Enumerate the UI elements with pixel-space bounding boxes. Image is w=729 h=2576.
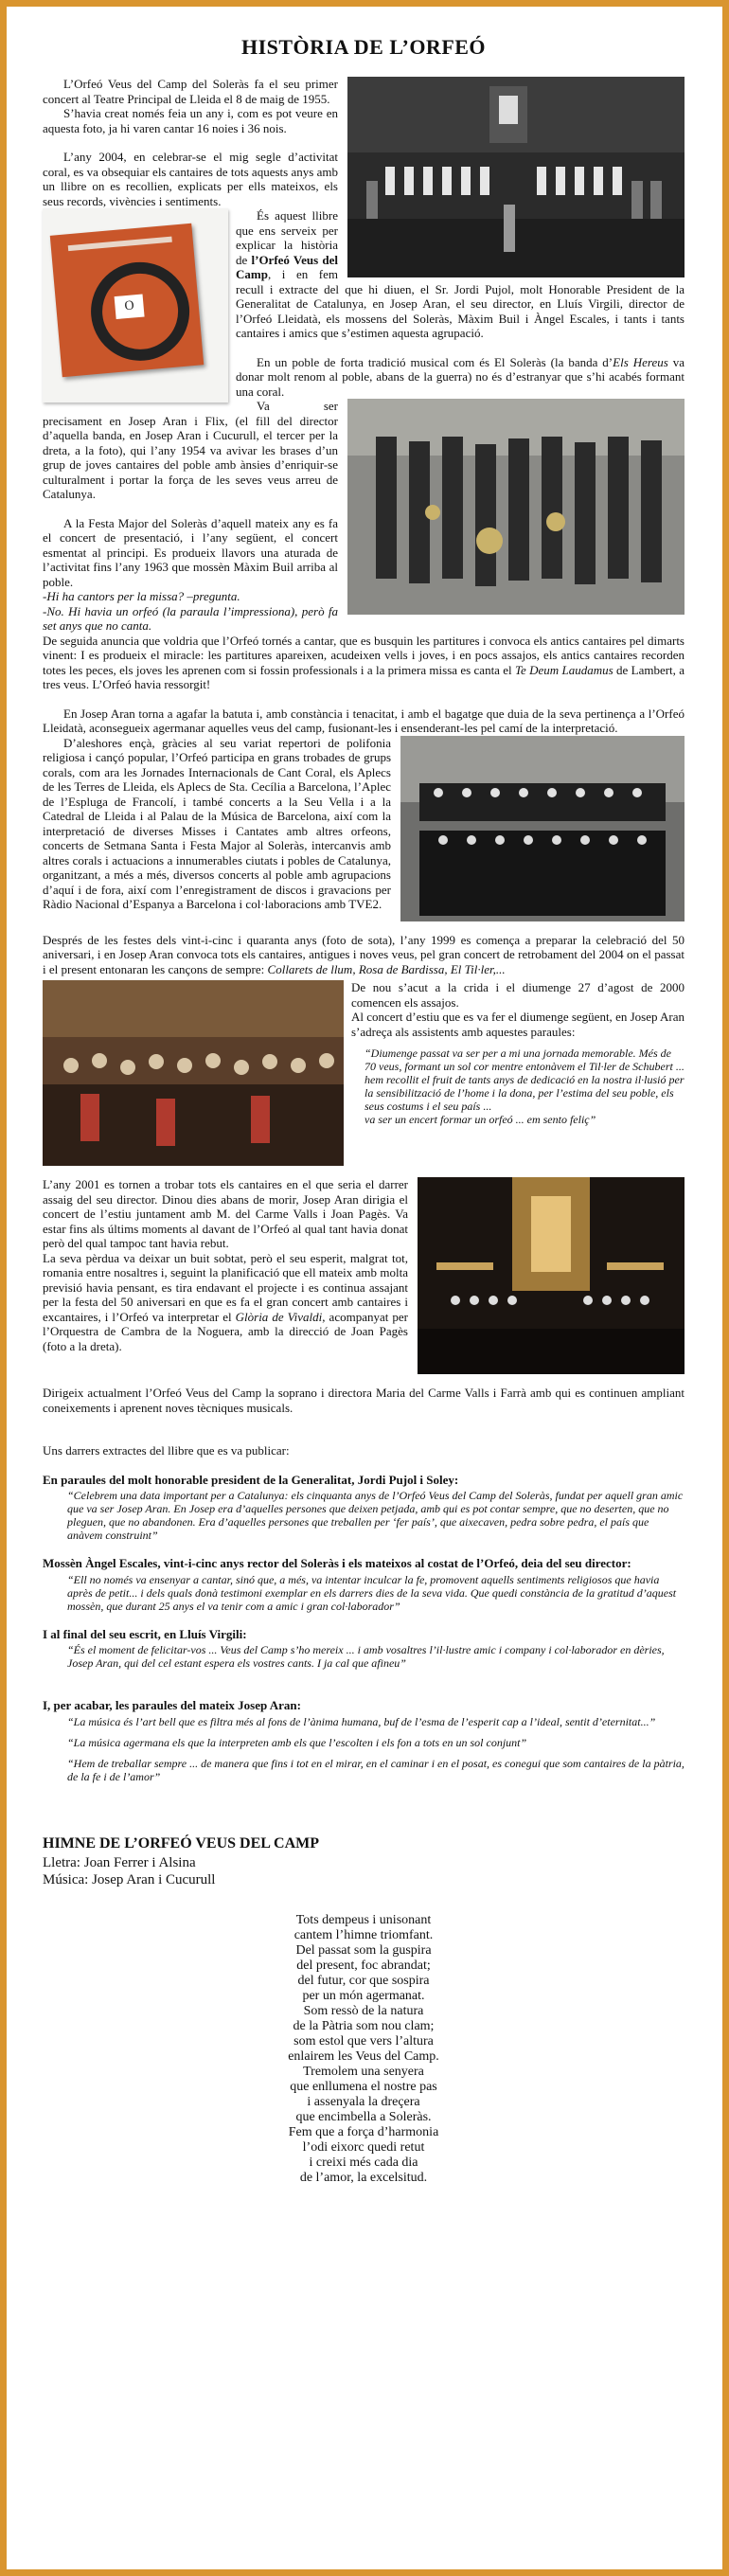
extract-block-4 (43, 1698, 685, 1783)
dialogue-line-1: -Hi ha cantors per la missa? –pregunta. (43, 589, 240, 603)
aran-quote-3: va ser un encert formar un orfeó ... em sento feliç” (364, 1113, 596, 1126)
aran-quote-1: “Diumenge passat va ser per a mi una jornada memorable. Més de 70 veus, formant un sol cor mentre entonàvem el Til·ler de Schubert ... (364, 1046, 685, 1073)
hymn-verse-line: Tots dempeus i unisonant (295, 1913, 432, 1927)
extract-block-3 (43, 1627, 685, 1671)
aran-quote-2: hem recollit el fruit de tants anys de dedicació en la nostra il·lusió per la sensibilització de l’home i la dona, per l’estima del seu poble, els seus costums i el seu país ... (364, 1073, 685, 1113)
intro-paragraph-3: L’any 2004, en celebrar-se el mig segle d’activitat coral, es va obsequiar els cantaires de tots aquests anys amb un llibre on es recollien, explicats per ells mateixos, els seus records, vivències i sentiments. (43, 150, 338, 208)
intro-paragraph-17: Uns darrers extractes del llibre que es va publicar: (43, 1443, 290, 1458)
photo-choir-group (400, 736, 685, 921)
extract-quote: “La música agermana els que la interpreten amb els que l’escolten i els fon a tots en un sol conjunt” (67, 1735, 527, 1749)
hymn-verse-line: Tremolem una senyera (303, 2065, 424, 2079)
hymn-verse-line: i creixi més cada dia (309, 2156, 418, 2170)
extract-heading: I, per acabar, les paraules del mateix Josep Aran: (43, 1698, 301, 1712)
photo-band (347, 399, 685, 615)
photo-church-concert (418, 1177, 685, 1374)
hymn-music-credit: Música: Josep Aran i Cucurull (43, 1872, 216, 1887)
intro-paragraph-16: Dirigeix actualment l’Orfeó Veus del Camp la soprano i directora Maria del Carme Valls i Farrà amb qui es continuen ampliant coneixements i aprenent noves tècniques musicals. (43, 1386, 685, 1415)
dialogue-line-2: -No. Hi havia un orfeó (la paraula l’impressiona), però fa set anys que no canta. (43, 603, 338, 633)
intro-paragraph-5: En un poble de forta tradició musical com és El Soleràs (la banda d’Els Hereus va donar molt renom al poble, abans de la guerra) no és d’estranyar que s’hi acabés formant una coral. (236, 354, 685, 399)
hymn-verse-line: som estol que vers l’altura (293, 2034, 434, 2048)
photo-anniversary-celebration (43, 980, 344, 1166)
hymn-verse-line: que encimbella a Soleràs. (295, 2110, 432, 2124)
intro-paragraph-9: En Josep Aran torna a agafar la batuta i, amb constància i tenacitat, i amb el bagatge que duia de la seva pertinença a l’Orfeó Lleidatà, aconsegueix agermanar aquelles veus del camp, fusionant-les i ensenderant-les pel camí de la interpretació. (43, 706, 685, 735)
intro-paragraph-1: L’Orfeó Veus del Camp del Soleràs fa el seu primer concert al Teatre Principal de Lleida el 8 de maig de 1955. (43, 77, 338, 106)
extract-quote: “Celebrem una data important per a Catalunya: els cinquanta anys de l’Orfeó Veus del Camp del Soleràs, fundat per aquell gran amic que va ser Josep Aran. En Josep era d’aquelles persones que deixen petjada, amb qui es pot contar sempre, que no deserten, que no pleguen, que no abandonen. Era d’aquelles persones que treballen per ‘fer país’, que aixecaven, pedra sobre pedra, el país que anàvem construint” (67, 1489, 684, 1542)
hymn-verse-line: per un món agermanat. (302, 1989, 425, 2003)
intro-paragraph-15: La seva pèrdua va deixar un buit sobtat, però el seu esperit, malgrat tot, romania entre nosaltres i, seguint la planificació que ell mateix amb molta previsió havia pensant, es tira endavant el projecte i es continua assajant per la festa del 50 aniversari en que es fa el gran concert amb cantaires i excantaires, i l’Orfeó va interpretar el Glòria de Vivaldi, acompanyat per l’Orquestra de Cambra de la Noguera, amb la direcció de Joan Pagès (foto a la dreta). (43, 1250, 409, 1353)
extract-block-2 (43, 1556, 685, 1613)
intro-paragraph-14: L’any 2001 es tornen a trobar tots els cantaires en el que seria el darrer assaig del seu director. Dinou dies abans de morir, Josep Aran dirigia el concert de l’estiu juntament amb M. del Carme Valls i Joan Pagès. Va estar fins als últims moments al davant de l’Orfeó al qual tant havia donat però del qual tampoc tant havia rebut. (43, 1177, 408, 1250)
extract-heading: En paraules del molt honorable president de la Generalitat, Jordi Pujol i Soley: (43, 1472, 459, 1487)
book-cover-label: O (115, 295, 145, 320)
hymn-verse-line: de l’amor, la excelsitud. (299, 2171, 428, 2185)
photo-first-concert-1955 (347, 77, 685, 277)
extract-quote: “Hem de treballar sempre ... de manera que fins i tot en el mirar, en el caminar i en el posat, es conegui que som cantaires de la pàtria, de la fe i de l’amor” (67, 1756, 685, 1783)
intro-paragraph-4: És aquest llibre que ens serveix per explicar la història de l’Orfeó Veus del Camp, i en fem recull i extracte del que hi diuen, el Sr. Jordi Pujol, molt Honorable President de la Generalitat de Catalunya, en Josep Aran, el seu director, en Lluís Virgili, director de l’Orfeó Lleidatà, els mossens del Soleràs, Màxim Buil i Àngel Escales, i tants i tants cantaires i amics que s’estimen aquesta agrupació. (236, 208, 685, 340)
hymn-verse-line: que enllumena el nostre pas (290, 2080, 437, 2094)
intro-paragraph-13: Al concert d’estiu que es va fer el diumenge següent, en Josep Aran s’adreça als assistents amb aquestes paraules: (351, 1010, 685, 1039)
intro-paragraph-10: D’aleshores ençà, gràcies al seu variat repertori de polifonia religiosa i cançó popular, l’Orfeó participa en grans trobades de grups corals, com ara les Jornades Internacionals de Cant Coral, els Aplecs de les Terres de Lleida, els Aplecs de Sta. Cecília a Barcelona, l’Aplec de l’Espluga de Francolí, i també concerts a la Seu Vella i a la Catedral de Lleida i al Palau de la Música de Barcelona, així com la interpretació de diverses Misses i Cantates amb altres orfeons, concerts de Setmana Santa i Festa Major al Soleràs, intercanvis amb altres corals i actuacions a innumerables ciutats i pobles de Catalunya, organitzant, a més a més, diversos concerts al poble amb agrupacions d’aquí i de fora, així com l’enregistrament de discos i gravacions per Ràdio Nacional d’Espanya a Barcelona i col·laboracions amb TVE2. (43, 735, 391, 911)
extract-quote: “Ell no només va ensenyar a cantar, sinó que, a més, va intentar inculcar la fe, promovent aquells sentiments religiosos que havia après de petit... i dels quals donà testimoni exemplar en els darrers dies de la seva vida. Que quedi constància de la gratitud d’aquest mossèn, que durant 25 anys el va tenir com a amic i gran col·laborador” (67, 1572, 677, 1613)
hymn-verse-line: l’odi eixorc quedi retut (302, 2140, 425, 2155)
intro-paragraph-2: S’havia creat només feia un any i, com es pot veure en aquesta foto, ja hi varen cantar 16 noies i 36 nois. (43, 106, 338, 135)
book-cover-image (43, 208, 228, 402)
intro-paragraph-12: De nou s’acut a la crida i el diumenge 27 d’agost de 2000 comencen els assajos. (351, 980, 685, 1010)
hymn-section (43, 1836, 685, 2187)
hymn-verse-line: cantem l’himne triomfant. (293, 1928, 434, 1942)
hymn-verse-line: enlairem les Veus del Camp. (288, 2049, 439, 2064)
extract-heading: I al final del seu escrit, en Lluís Virgili: (43, 1626, 247, 1641)
hymn-verses (43, 1913, 685, 2186)
extract-block-1 (43, 1473, 685, 1543)
hymn-verse-line: de la Pàtria som nou clam; (293, 2019, 435, 2033)
hymn-verse-line: Fem que a força d’harmonia (288, 2125, 439, 2139)
page-title: HISTÒRIA DE L’ORFEÓ (240, 35, 487, 59)
page-frame (7, 7, 722, 2569)
extract-quote: “És el moment de felicitar-vos ... Veus del Camp s’ho mereix ... i amb vosaltres l’il·lustre amic i company i col·laborador en dèries, Josep Aran, qui del cel estant espera els vostres cants. I ja cal que afineu” (67, 1643, 665, 1670)
hymn-verse-line: del present, foc abrandat; (296, 1959, 431, 1973)
hymn-lyrics-credit: Lletra: Joan Ferrer i Alsina (43, 1855, 196, 1870)
intro-paragraph-8: De seguida anuncia que voldria que l’Orfeó tornés a cantar, que es busquin les partitures i convoca els antics cantaires pel dimarts vinent: I es produeix el miracle: les partitures apareixen, acudeixen vells i joves, i en pocs assajos, els antics cantaires recorden totes les peces, els joves les aprenen com si fossin professionals i a la primera missa es canta el Te Deum Laudamus de Lambert, a tres veus. L’Orfeó havia ressorgit! (43, 633, 685, 691)
intro-paragraph-7: A la Festa Major del Soleràs d’aquell mateix any es fa el concert de presentació, i l’any següent, el concert esmentat al principi. Es produeix llavors una aturada de l’activitat fins l’any 1963 que mossèn Màxim Buil arriba al poble. (43, 515, 338, 589)
hymn-verse-line: i assenyala la dreçera (307, 2095, 420, 2109)
intro-paragraph-6: Va ser precisament en Josep Aran i Flix, (el fill del director d’aquella banda, en Josep Aran i Cucurull, el tercer per la dreta, a la foto), qui l’any 1954 va avivar les brases d’un grup de joves cantaires del poble amb ànsies d’enriquir-se culturalment i portar la força de les seves veus arreu de Catalunya. (43, 399, 338, 501)
hymn-verse-line: Del passat som la guspira (295, 1943, 432, 1958)
hymn-title: HIMNE DE L’ORFEÓ VEUS DEL CAMP (43, 1834, 320, 1852)
extract-quote: “La música és l’art bell que es filtra més al fons de l’ànima humana, buf de l’esma de l’esperit cap a l’ideal, sentit d’eternitat...” (67, 1714, 656, 1728)
extract-heading: Mossèn Àngel Escales, vint-i-cinc anys rector del Soleràs i els mateixos al costat de l’Orfeó, deia del seu director: (43, 1556, 631, 1570)
hymn-verse-line: del futur, cor que sospira (297, 1974, 430, 1988)
hymn-verse-line: Som ressò de la natura (303, 2004, 424, 2018)
intro-paragraph-11: Després de les festes dels vint-i-cinc i quaranta anys (foto de sota), l’any 1999 es comença a preparar la celebració del 50 aniversari, i en Josep Aran convoca tots els cantaires, antigues i noves veus, pel gran concert de retrobament del 2004 on el passat i el present entonaran les cançons de sempre: Collarets de llum, Rosa de Bardissa, El Til·ler,... (43, 932, 685, 976)
